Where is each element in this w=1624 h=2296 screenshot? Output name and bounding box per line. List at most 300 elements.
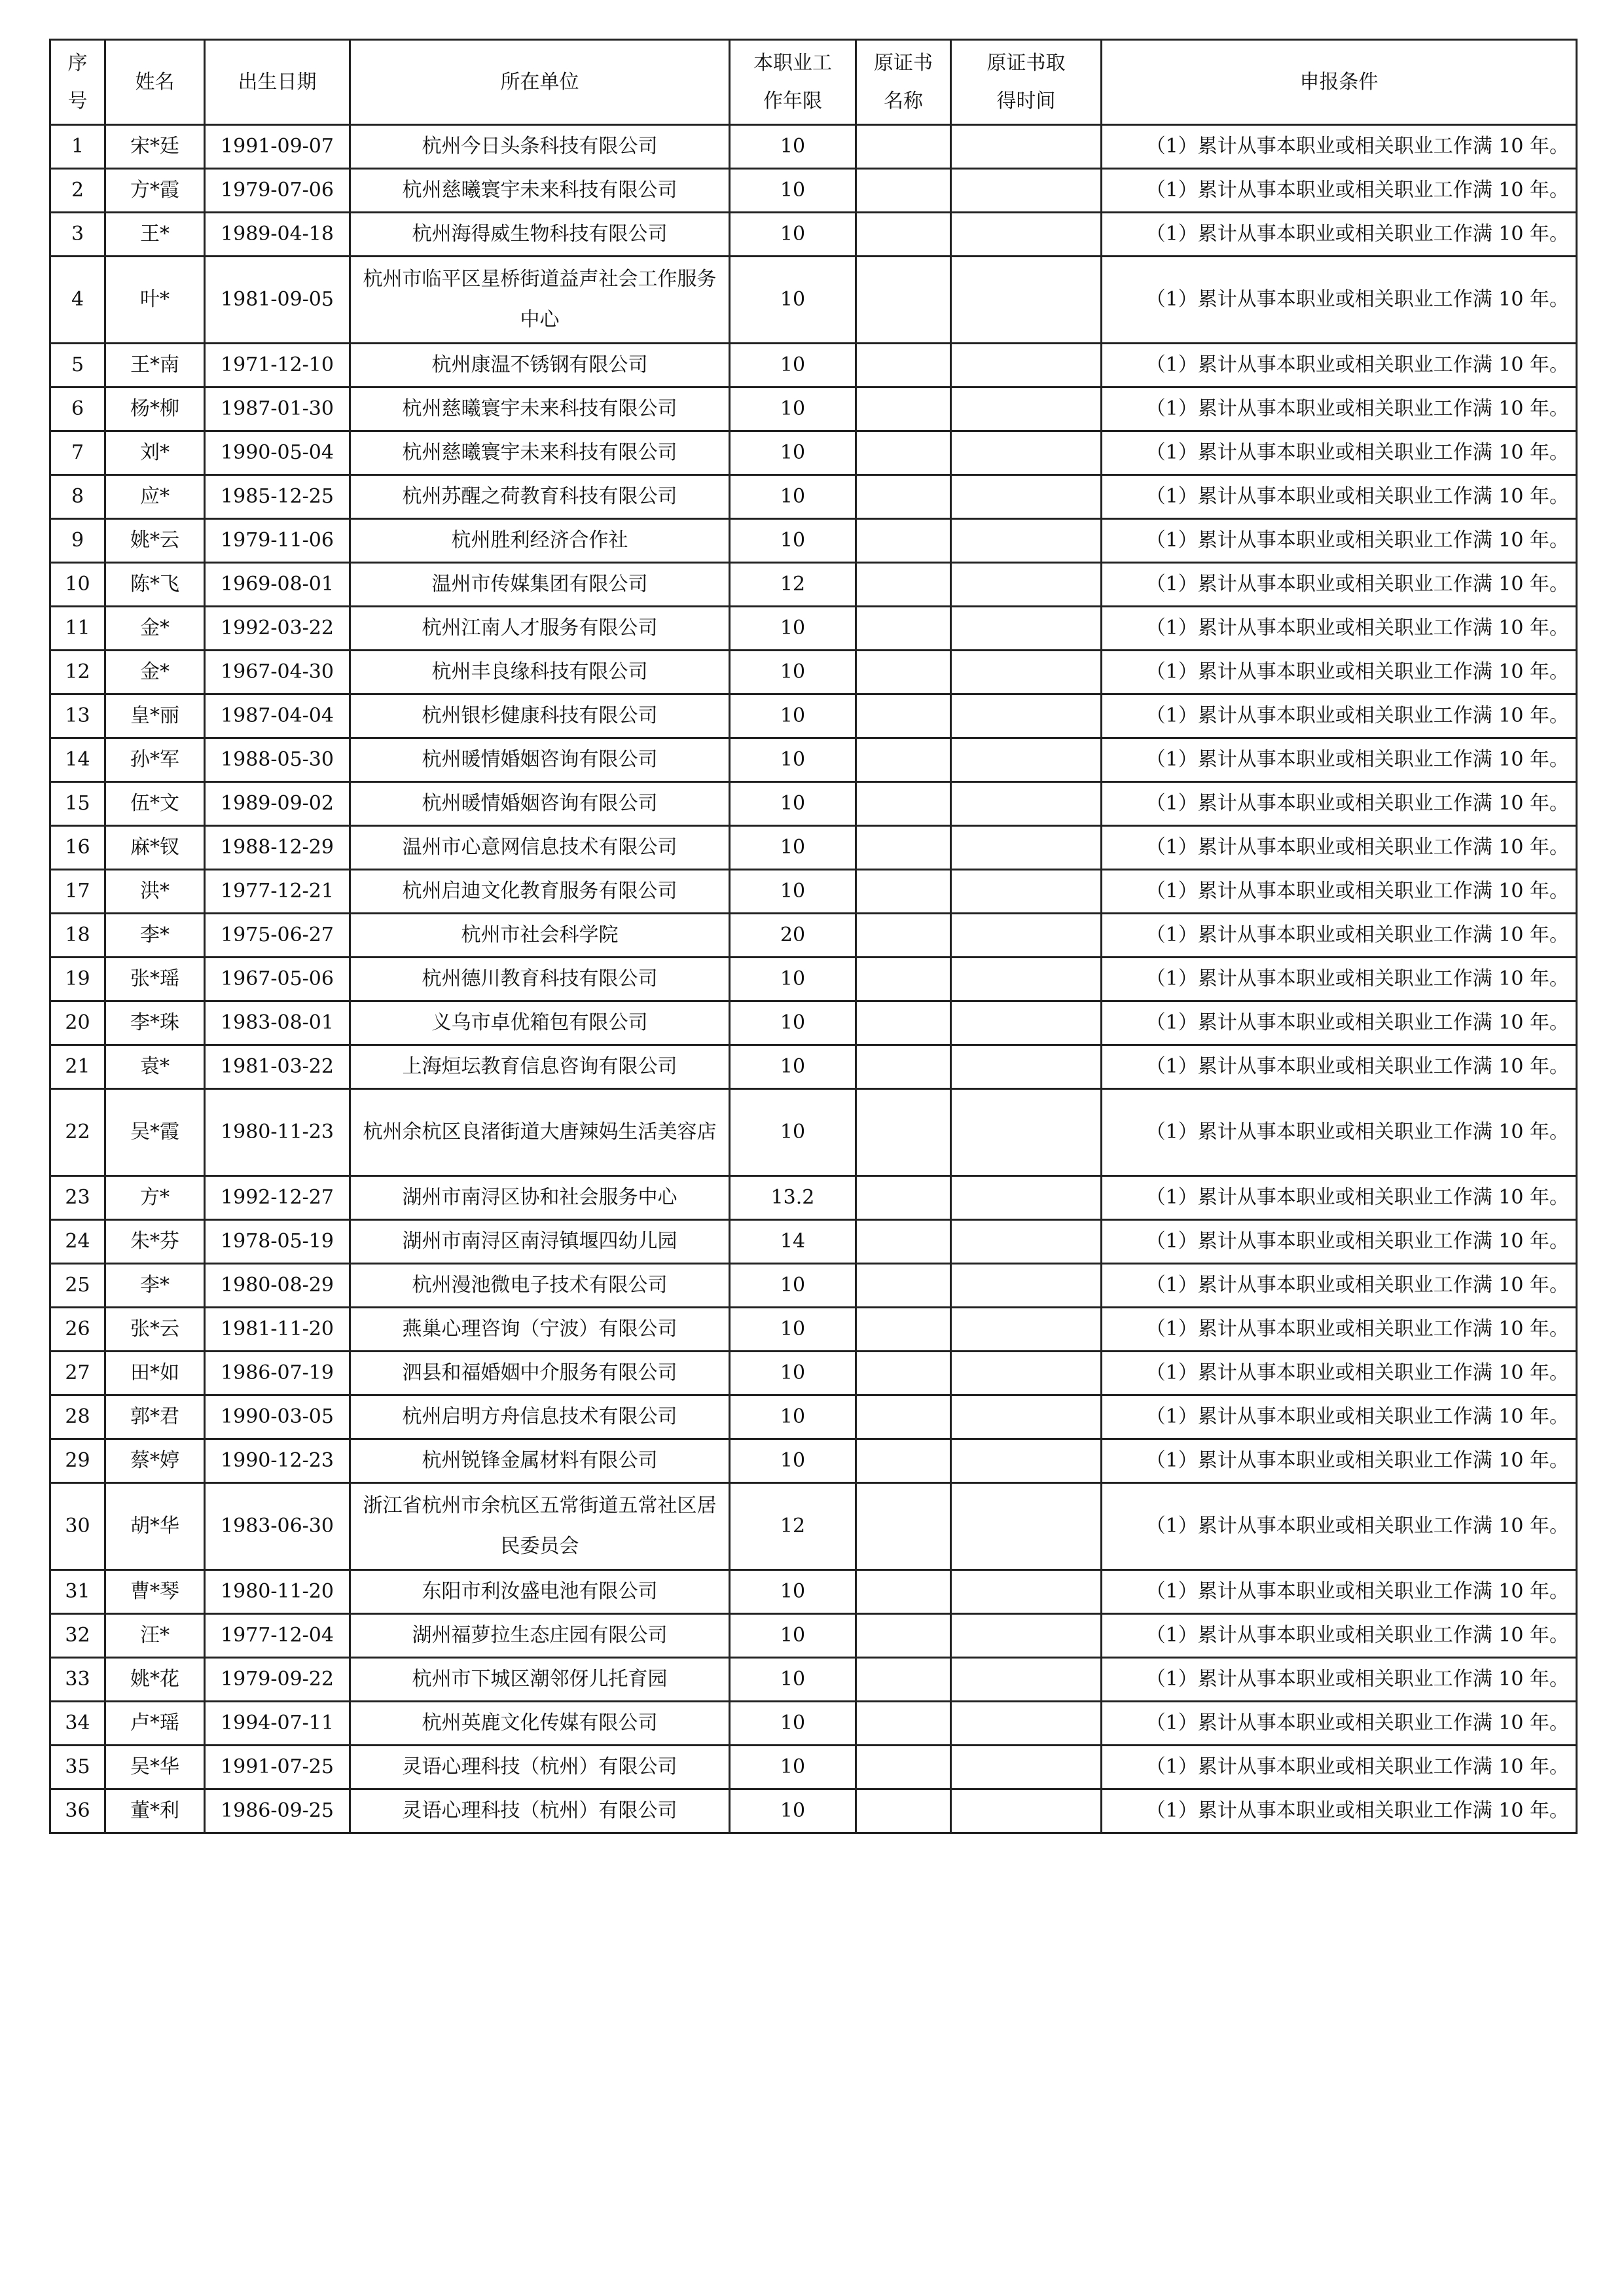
cell-years: 10 (730, 431, 856, 475)
cell-cert-name (856, 431, 951, 475)
cell-seq: 33 (50, 1658, 105, 1702)
cell-years: 10 (730, 1045, 856, 1089)
table-row (50, 1001, 1577, 1045)
cell-birth: 1987-04-04 (205, 694, 350, 738)
cell-name: 卢*瑶 (105, 1702, 205, 1746)
cell-cert-time (951, 1001, 1102, 1045)
header-unit: 所在单位 (350, 40, 730, 125)
cell-condition: （1）累计从事本职业或相关职业工作满 10 年。 (1102, 1264, 1577, 1308)
header-condition: 申报条件 (1102, 40, 1577, 125)
cell-cert-name (856, 1352, 951, 1395)
cell-seq: 14 (50, 738, 105, 782)
cell-condition: （1）累计从事本职业或相关职业工作满 10 年。 (1102, 1483, 1577, 1570)
cell-seq: 4 (50, 257, 105, 344)
cell-seq: 21 (50, 1045, 105, 1089)
cell-birth: 1981-09-05 (205, 257, 350, 344)
cell-years: 12 (730, 563, 856, 607)
cell-seq: 17 (50, 870, 105, 914)
cell-years: 10 (730, 387, 856, 431)
cell-unit: 杭州江南人才服务有限公司 (350, 607, 730, 651)
cell-seq: 15 (50, 782, 105, 826)
cell-name: 李*珠 (105, 1001, 205, 1045)
cell-seq: 5 (50, 344, 105, 387)
cell-seq: 34 (50, 1702, 105, 1746)
cell-name: 麻*钗 (105, 826, 205, 870)
cell-years: 10 (730, 738, 856, 782)
cell-cert-time (951, 1658, 1102, 1702)
cell-seq: 20 (50, 1001, 105, 1045)
cell-years: 10 (730, 1089, 856, 1176)
cell-years: 10 (730, 651, 856, 694)
table-row (50, 1614, 1577, 1658)
cell-cert-name (856, 651, 951, 694)
cell-name: 田*如 (105, 1352, 205, 1395)
cell-unit: 湖州福萝拉生态庄园有限公司 (350, 1614, 730, 1658)
cell-years: 10 (730, 870, 856, 914)
table-row (50, 519, 1577, 563)
cell-seq: 13 (50, 694, 105, 738)
cell-cert-name (856, 125, 951, 169)
cell-cert-name (856, 1570, 951, 1614)
cell-birth: 1967-05-06 (205, 958, 350, 1001)
cell-birth: 1983-08-01 (205, 1001, 350, 1045)
header-years: 本职业工作年限 (730, 40, 856, 125)
table-row (50, 1395, 1577, 1439)
header-seq: 序号 (50, 40, 105, 125)
cell-name: 王* (105, 213, 205, 257)
table-row (50, 344, 1577, 387)
cell-seq: 35 (50, 1746, 105, 1789)
table-row (50, 1702, 1577, 1746)
cell-seq: 16 (50, 826, 105, 870)
cell-name: 洪* (105, 870, 205, 914)
cell-unit: 杭州余杭区良渚街道大唐辣妈生活美容店 (350, 1089, 730, 1176)
cell-condition: （1）累计从事本职业或相关职业工作满 10 年。 (1102, 387, 1577, 431)
cell-condition: （1）累计从事本职业或相关职业工作满 10 年。 (1102, 213, 1577, 257)
cell-condition: （1）累计从事本职业或相关职业工作满 10 年。 (1102, 563, 1577, 607)
table-row (50, 1439, 1577, 1483)
table-row (50, 1045, 1577, 1089)
cell-years: 10 (730, 1658, 856, 1702)
cell-cert-name (856, 1789, 951, 1833)
cell-seq: 23 (50, 1176, 105, 1220)
cell-birth: 1989-04-18 (205, 213, 350, 257)
cell-condition: （1）累计从事本职业或相关职业工作满 10 年。 (1102, 125, 1577, 169)
cell-cert-name (856, 1439, 951, 1483)
cell-cert-time (951, 1308, 1102, 1352)
cell-birth: 1980-08-29 (205, 1264, 350, 1308)
cell-years: 10 (730, 1352, 856, 1395)
cell-name: 张*瑶 (105, 958, 205, 1001)
cell-unit: 灵语心理科技（杭州）有限公司 (350, 1746, 730, 1789)
cell-condition: （1）累计从事本职业或相关职业工作满 10 年。 (1102, 1614, 1577, 1658)
cell-condition: （1）累计从事本职业或相关职业工作满 10 年。 (1102, 1570, 1577, 1614)
cell-cert-name (856, 1614, 951, 1658)
cell-years: 10 (730, 519, 856, 563)
cell-unit: 上海烜坛教育信息咨询有限公司 (350, 1045, 730, 1089)
cell-name: 郭*君 (105, 1395, 205, 1439)
cell-condition: （1）累计从事本职业或相关职业工作满 10 年。 (1102, 1789, 1577, 1833)
cell-condition: （1）累计从事本职业或相关职业工作满 10 年。 (1102, 607, 1577, 651)
cell-birth: 1990-03-05 (205, 1395, 350, 1439)
cell-cert-time (951, 738, 1102, 782)
cell-birth: 1990-05-04 (205, 431, 350, 475)
table-row (50, 782, 1577, 826)
table-row (50, 1264, 1577, 1308)
table-row (50, 826, 1577, 870)
cell-condition: （1）累计从事本职业或相关职业工作满 10 年。 (1102, 1395, 1577, 1439)
cell-name: 刘* (105, 431, 205, 475)
table-row (50, 651, 1577, 694)
cell-unit: 杭州暖情婚姻咨询有限公司 (350, 738, 730, 782)
cell-years: 10 (730, 169, 856, 213)
cell-unit: 杭州暖情婚姻咨询有限公司 (350, 782, 730, 826)
cell-cert-time (951, 1176, 1102, 1220)
cell-birth: 1969-08-01 (205, 563, 350, 607)
cell-condition: （1）累计从事本职业或相关职业工作满 10 年。 (1102, 1089, 1577, 1176)
cell-condition: （1）累计从事本职业或相关职业工作满 10 年。 (1102, 431, 1577, 475)
cell-birth: 1991-09-07 (205, 125, 350, 169)
table-row (50, 958, 1577, 1001)
cell-cert-time (951, 1439, 1102, 1483)
cell-birth: 1977-12-04 (205, 1614, 350, 1658)
table-row (50, 125, 1577, 169)
cell-condition: （1）累计从事本职业或相关职业工作满 10 年。 (1102, 826, 1577, 870)
cell-birth: 1992-12-27 (205, 1176, 350, 1220)
cell-condition: （1）累计从事本职业或相关职业工作满 10 年。 (1102, 475, 1577, 519)
table-row (50, 1570, 1577, 1614)
cell-birth: 1980-11-23 (205, 1089, 350, 1176)
cell-birth: 1979-07-06 (205, 169, 350, 213)
cell-unit: 杭州锐锋金属材料有限公司 (350, 1439, 730, 1483)
cell-cert-time (951, 475, 1102, 519)
cell-name: 吴*华 (105, 1746, 205, 1789)
cell-cert-time (951, 958, 1102, 1001)
cell-unit: 杭州启明方舟信息技术有限公司 (350, 1395, 730, 1439)
cell-unit: 温州市传媒集团有限公司 (350, 563, 730, 607)
cell-condition: （1）累计从事本职业或相关职业工作满 10 年。 (1102, 782, 1577, 826)
cell-cert-time (951, 387, 1102, 431)
table-row (50, 1746, 1577, 1789)
cell-name: 姚*花 (105, 1658, 205, 1702)
cell-cert-name (856, 475, 951, 519)
table-row (50, 694, 1577, 738)
cell-name: 胡*华 (105, 1483, 205, 1570)
cell-years: 10 (730, 1789, 856, 1833)
table-row (50, 738, 1577, 782)
cell-birth: 1994-07-11 (205, 1702, 350, 1746)
cell-seq: 8 (50, 475, 105, 519)
cell-cert-time (951, 1483, 1102, 1570)
table-header (50, 40, 1577, 125)
cell-birth: 1971-12-10 (205, 344, 350, 387)
cell-unit: 杭州慈曦寰宇未来科技有限公司 (350, 431, 730, 475)
cell-condition: （1）累计从事本职业或相关职业工作满 10 年。 (1102, 1352, 1577, 1395)
cell-name: 金* (105, 607, 205, 651)
cell-seq: 27 (50, 1352, 105, 1395)
cell-name: 李* (105, 1264, 205, 1308)
cell-birth: 1988-05-30 (205, 738, 350, 782)
cell-birth: 1989-09-02 (205, 782, 350, 826)
cell-seq: 32 (50, 1614, 105, 1658)
cell-years: 10 (730, 1395, 856, 1439)
cell-condition: （1）累计从事本职业或相关职业工作满 10 年。 (1102, 257, 1577, 344)
cell-name: 姚*云 (105, 519, 205, 563)
cell-unit: 杭州市社会科学院 (350, 914, 730, 958)
cell-condition: （1）累计从事本职业或相关职业工作满 10 年。 (1102, 1045, 1577, 1089)
table-row (50, 1089, 1577, 1176)
cell-cert-name (856, 213, 951, 257)
cell-birth: 1979-11-06 (205, 519, 350, 563)
cell-condition: （1）累计从事本职业或相关职业工作满 10 年。 (1102, 870, 1577, 914)
table-row (50, 870, 1577, 914)
cell-seq: 36 (50, 1789, 105, 1833)
cell-condition: （1）累计从事本职业或相关职业工作满 10 年。 (1102, 1702, 1577, 1746)
cell-unit: 杭州康温不锈钢有限公司 (350, 344, 730, 387)
cell-years: 10 (730, 958, 856, 1001)
cell-cert-time (951, 1702, 1102, 1746)
cell-unit: 杭州市临平区星桥街道益声社会工作服务中心 (350, 257, 730, 344)
cell-name: 金* (105, 651, 205, 694)
cell-birth: 1991-07-25 (205, 1746, 350, 1789)
cell-birth: 1975-06-27 (205, 914, 350, 958)
cell-seq: 24 (50, 1220, 105, 1264)
cell-name: 李* (105, 914, 205, 958)
cell-cert-name (856, 387, 951, 431)
cell-cert-name (856, 563, 951, 607)
cell-cert-time (951, 694, 1102, 738)
cell-seq: 18 (50, 914, 105, 958)
cell-cert-name (856, 1264, 951, 1308)
cell-cert-name (856, 694, 951, 738)
cell-seq: 9 (50, 519, 105, 563)
cell-years: 10 (730, 1702, 856, 1746)
cell-condition: （1）累计从事本职业或相关职业工作满 10 年。 (1102, 169, 1577, 213)
cell-cert-name (856, 257, 951, 344)
cell-seq: 26 (50, 1308, 105, 1352)
cell-cert-time (951, 431, 1102, 475)
cell-seq: 10 (50, 563, 105, 607)
cell-cert-time (951, 344, 1102, 387)
cell-seq: 19 (50, 958, 105, 1001)
cell-seq: 25 (50, 1264, 105, 1308)
cell-unit: 湖州市南浔区南浔镇堰四幼儿园 (350, 1220, 730, 1264)
cell-name: 陈*飞 (105, 563, 205, 607)
cell-years: 10 (730, 1614, 856, 1658)
cell-years: 10 (730, 475, 856, 519)
cell-birth: 1977-12-21 (205, 870, 350, 914)
cell-birth: 1967-04-30 (205, 651, 350, 694)
cell-cert-name (856, 169, 951, 213)
cell-years: 10 (730, 782, 856, 826)
cell-birth: 1985-12-25 (205, 475, 350, 519)
cell-years: 10 (730, 1570, 856, 1614)
cell-condition: （1）累计从事本职业或相关职业工作满 10 年。 (1102, 344, 1577, 387)
cell-years: 10 (730, 607, 856, 651)
cell-unit: 杭州英鹿文化传媒有限公司 (350, 1702, 730, 1746)
cell-condition: （1）累计从事本职业或相关职业工作满 10 年。 (1102, 1658, 1577, 1702)
cell-unit: 温州市心意网信息技术有限公司 (350, 826, 730, 870)
table-row (50, 475, 1577, 519)
cell-name: 方*霞 (105, 169, 205, 213)
cell-condition: （1）累计从事本职业或相关职业工作满 10 年。 (1102, 1001, 1577, 1045)
cell-seq: 3 (50, 213, 105, 257)
cell-birth: 1988-12-29 (205, 826, 350, 870)
table-row (50, 914, 1577, 958)
cell-unit: 杭州漫池微电子技术有限公司 (350, 1264, 730, 1308)
table-row (50, 1176, 1577, 1220)
cell-cert-time (951, 1614, 1102, 1658)
cell-cert-name (856, 1089, 951, 1176)
cell-unit: 杭州德川教育科技有限公司 (350, 958, 730, 1001)
cell-unit: 杭州银杉健康科技有限公司 (350, 694, 730, 738)
cell-name: 张*云 (105, 1308, 205, 1352)
cell-years: 10 (730, 1308, 856, 1352)
cell-cert-time (951, 563, 1102, 607)
cell-condition: （1）累计从事本职业或相关职业工作满 10 年。 (1102, 1746, 1577, 1789)
cell-cert-name (856, 344, 951, 387)
cell-cert-name (856, 870, 951, 914)
cell-cert-time (951, 1220, 1102, 1264)
cell-seq: 30 (50, 1483, 105, 1570)
cell-condition: （1）累计从事本职业或相关职业工作满 10 年。 (1102, 1308, 1577, 1352)
cell-condition: （1）累计从事本职业或相关职业工作满 10 年。 (1102, 1220, 1577, 1264)
cell-unit: 东阳市利汝盛电池有限公司 (350, 1570, 730, 1614)
cell-seq: 22 (50, 1089, 105, 1176)
cell-years: 14 (730, 1220, 856, 1264)
cell-condition: （1）累计从事本职业或相关职业工作满 10 年。 (1102, 914, 1577, 958)
cell-name: 汪* (105, 1614, 205, 1658)
cell-unit: 杭州启迪文化教育服务有限公司 (350, 870, 730, 914)
cell-birth: 1987-01-30 (205, 387, 350, 431)
cell-name: 曹*琴 (105, 1570, 205, 1614)
cell-unit: 杭州慈曦寰宇未来科技有限公司 (350, 387, 730, 431)
cell-condition: （1）累计从事本职业或相关职业工作满 10 年。 (1102, 738, 1577, 782)
cell-cert-time (951, 125, 1102, 169)
cell-unit: 灵语心理科技（杭州）有限公司 (350, 1789, 730, 1833)
cell-name: 吴*霞 (105, 1089, 205, 1176)
cell-condition: （1）累计从事本职业或相关职业工作满 10 年。 (1102, 958, 1577, 1001)
cell-years: 10 (730, 257, 856, 344)
cell-name: 应* (105, 475, 205, 519)
cell-birth: 1981-11-20 (205, 1308, 350, 1352)
cell-years: 10 (730, 694, 856, 738)
cell-cert-name (856, 914, 951, 958)
cell-cert-name (856, 1045, 951, 1089)
cell-years: 10 (730, 344, 856, 387)
cell-unit: 杭州慈曦寰宇未来科技有限公司 (350, 169, 730, 213)
cell-years: 10 (730, 1264, 856, 1308)
cell-cert-time (951, 870, 1102, 914)
cell-name: 袁* (105, 1045, 205, 1089)
header-name: 姓名 (105, 40, 205, 125)
cell-cert-time (951, 607, 1102, 651)
cell-cert-name (856, 782, 951, 826)
cell-seq: 31 (50, 1570, 105, 1614)
cell-birth: 1986-09-25 (205, 1789, 350, 1833)
cell-unit: 杭州海得威生物科技有限公司 (350, 213, 730, 257)
cell-unit: 杭州今日头条科技有限公司 (350, 125, 730, 169)
table-row (50, 563, 1577, 607)
cell-cert-time (951, 1352, 1102, 1395)
cell-cert-name (856, 519, 951, 563)
cell-birth: 1990-12-23 (205, 1439, 350, 1483)
cell-years: 12 (730, 1483, 856, 1570)
cell-condition: （1）累计从事本职业或相关职业工作满 10 年。 (1102, 651, 1577, 694)
cell-years: 10 (730, 826, 856, 870)
cell-cert-time (951, 782, 1102, 826)
applicant-table (49, 39, 1578, 1834)
cell-name: 董*利 (105, 1789, 205, 1833)
cell-cert-time (951, 169, 1102, 213)
cell-condition: （1）累计从事本职业或相关职业工作满 10 年。 (1102, 1176, 1577, 1220)
table-row (50, 213, 1577, 257)
cell-seq: 2 (50, 169, 105, 213)
cell-cert-name (856, 1483, 951, 1570)
cell-cert-name (856, 1308, 951, 1352)
cell-cert-time (951, 1395, 1102, 1439)
cell-cert-time (951, 826, 1102, 870)
table-row (50, 431, 1577, 475)
cell-cert-name (856, 1658, 951, 1702)
cell-cert-time (951, 1045, 1102, 1089)
cell-birth: 1983-06-30 (205, 1483, 350, 1570)
header-cert-name: 原证书名称 (856, 40, 951, 125)
cell-years: 10 (730, 1001, 856, 1045)
cell-seq: 28 (50, 1395, 105, 1439)
table-row (50, 1220, 1577, 1264)
cell-cert-time (951, 1264, 1102, 1308)
cell-unit: 杭州苏醒之荷教育科技有限公司 (350, 475, 730, 519)
cell-cert-name (856, 1220, 951, 1264)
cell-cert-time (951, 914, 1102, 958)
cell-name: 皇*丽 (105, 694, 205, 738)
cell-unit: 义乌市卓优箱包有限公司 (350, 1001, 730, 1045)
table-row (50, 1308, 1577, 1352)
cell-unit: 湖州市南浔区协和社会服务中心 (350, 1176, 730, 1220)
cell-unit: 杭州市下城区潮邻伢儿托育园 (350, 1658, 730, 1702)
cell-unit: 杭州胜利经济合作社 (350, 519, 730, 563)
cell-cert-name (856, 1001, 951, 1045)
cell-years: 10 (730, 125, 856, 169)
table-body (50, 125, 1577, 1833)
cell-seq: 7 (50, 431, 105, 475)
table-row (50, 257, 1577, 344)
cell-cert-name (856, 1746, 951, 1789)
cell-years: 10 (730, 213, 856, 257)
table-row (50, 1352, 1577, 1395)
cell-name: 宋*廷 (105, 125, 205, 169)
cell-birth: 1992-03-22 (205, 607, 350, 651)
header-birth: 出生日期 (205, 40, 350, 125)
cell-birth: 1980-11-20 (205, 1570, 350, 1614)
cell-cert-name (856, 1176, 951, 1220)
cell-cert-name (856, 958, 951, 1001)
cell-name: 王*南 (105, 344, 205, 387)
cell-seq: 6 (50, 387, 105, 431)
table-row (50, 387, 1577, 431)
cell-seq: 29 (50, 1439, 105, 1483)
table-row (50, 1658, 1577, 1702)
cell-seq: 11 (50, 607, 105, 651)
cell-name: 方* (105, 1176, 205, 1220)
cell-cert-time (951, 1789, 1102, 1833)
cell-cert-time (951, 519, 1102, 563)
cell-name: 伍*文 (105, 782, 205, 826)
cell-name: 孙*军 (105, 738, 205, 782)
cell-name: 朱*芬 (105, 1220, 205, 1264)
table-row (50, 607, 1577, 651)
